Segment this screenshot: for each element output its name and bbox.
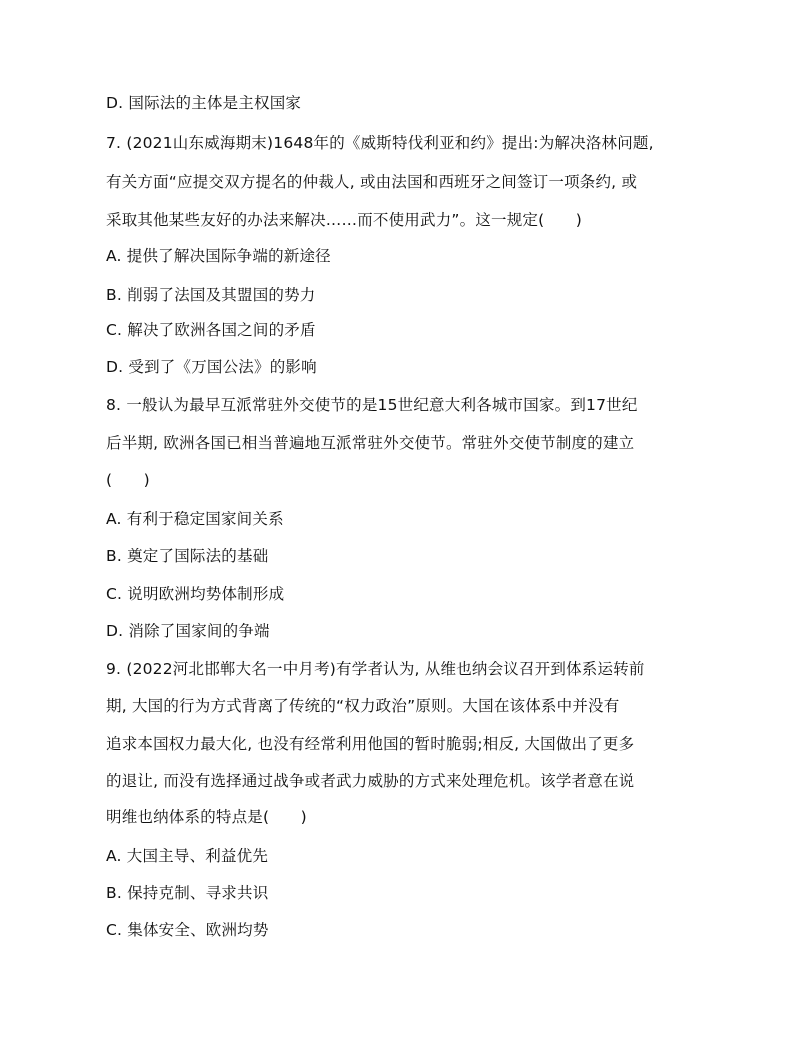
option-8d: D. 消除了国家间的争端	[106, 622, 270, 640]
question-9-line-2: 期, 大国的行为方式背离了传统的“权力政治”原则。大国在该体系中并没有	[106, 697, 620, 715]
question-9-line-3: 追求本国权力最大化, 也没有经常利用他国的暂时脆弱;相反, 大国做出了更多	[106, 735, 635, 753]
question-9-line-5: 明维也纳体系的特点是( )	[106, 808, 307, 826]
option-6d: D. 国际法的主体是主权国家	[106, 94, 302, 112]
option-8c: C. 说明欧洲均势体制形成	[106, 585, 285, 603]
option-7c: C. 解决了欧洲各国之间的矛盾	[106, 321, 316, 339]
question-9-line-1: 9. (2022河北邯郸大名一中月考)有学者认为, 从维也纳会议召开到体系运转前	[106, 660, 645, 678]
option-7b: B. 削弱了法国及其盟国的势力	[106, 286, 316, 304]
question-9-line-4: 的退让, 而没有选择通过战争或者武力威胁的方式来处理危机。该学者意在说	[106, 772, 635, 790]
question-8-line-1: 8. 一般认为最早互派常驻外交使节的是15世纪意大利各城市国家。到17世纪	[106, 396, 638, 414]
question-7-line-1: 7. (2021山东威海期末)1648年的《威斯特伐利亚和约》提出:为解决洛林问题,	[106, 134, 654, 152]
option-9a: A. 大国主导、利益优先	[106, 847, 269, 865]
option-8b: B. 奠定了国际法的基础	[106, 547, 269, 565]
question-7-line-3: 采取其他某些友好的办法来解决……而不使用武力”。这一规定( )	[106, 211, 583, 229]
option-7a: A. 提供了解决国际争端的新途径	[106, 247, 331, 265]
option-7d: D. 受到了《万国公法》的影响	[106, 358, 317, 376]
question-8-line-3: ( )	[106, 471, 150, 489]
option-9c: C. 集体安全、欧洲均势	[106, 921, 269, 939]
question-7-line-2: 有关方面“应提交双方提名的仲裁人, 或由法国和西班牙之间签订一项条约, 或	[106, 173, 638, 191]
option-9b: B. 保持克制、寻求共识	[106, 884, 269, 902]
option-8a: A. 有利于稳定国家间关系	[106, 510, 284, 528]
question-8-line-2: 后半期, 欧洲各国已相当普遍地互派常驻外交使节。常驻外交使节制度的建立	[106, 434, 635, 452]
